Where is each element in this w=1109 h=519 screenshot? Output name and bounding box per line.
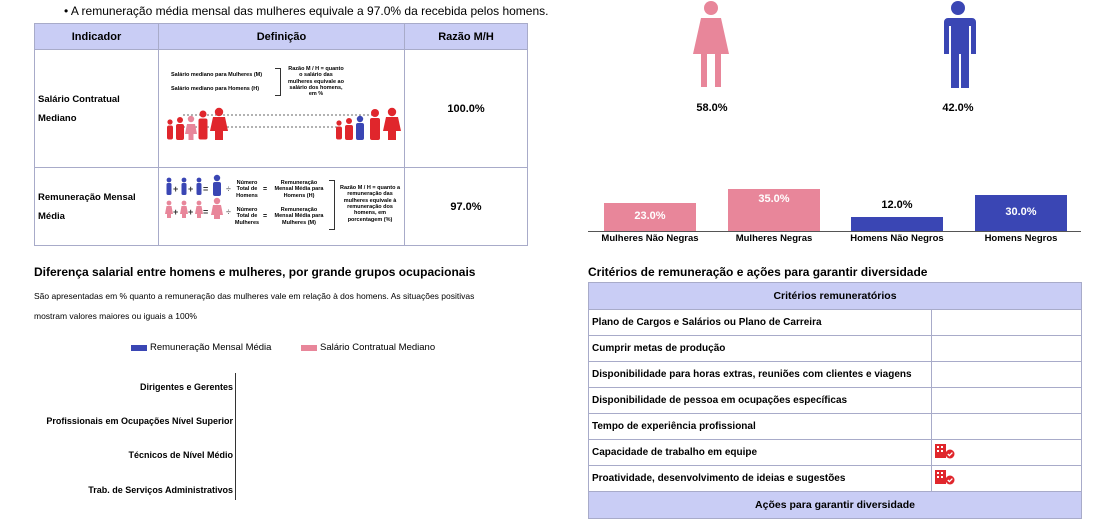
definition-salario [159, 50, 405, 168]
def-women-avg: Remuneração Mensal Média para Mulheres (M) [274, 207, 324, 226]
bar-value-label: 23.0% [634, 210, 666, 222]
intro-text: • A remuneração média mensal das mulheres equivale a 97.0% da recebida pelos homens. [64, 4, 549, 18]
male-icon [937, 1, 979, 89]
def-total-men: Número Total de Homens [236, 180, 258, 199]
criteria-label: Disponibilidade para horas extras, reuniões com clientes e viagens [589, 362, 932, 388]
criteria-row [589, 466, 1082, 492]
def-note-remuneracao: Razão M / H = quanto a remuneração das mulheres equivale à remuneração dos homens, em porcentagem (%) [339, 185, 401, 223]
diff-desc-line2: mostram valores maiores ou iguais a 100% [34, 311, 197, 321]
diff-title: Diferença salarial entre homens e mulheres, por grande grupos ocupacionais [34, 265, 476, 279]
row-label-remuneracao [35, 168, 159, 246]
svg-text:+: + [188, 207, 194, 217]
female-icon [689, 1, 733, 89]
occupation-label: Trab. de Serviços Administrativos [88, 485, 233, 495]
criteria-check-cell [932, 336, 1082, 362]
criteria-row [589, 310, 1082, 336]
building-check-icon [935, 469, 955, 485]
bar-value-label: 35.0% [758, 193, 790, 205]
value-remuneracao: 97.0% [405, 168, 528, 246]
bar-2 [851, 217, 943, 231]
criteria-label: Cumprir metas de produção [589, 336, 932, 362]
def-men-median: Salário mediano para Homens (H) [171, 86, 260, 92]
criteria-check-cell [932, 362, 1082, 388]
svg-text:=: = [203, 184, 209, 194]
chart-axis [588, 231, 1081, 232]
svg-text:+: + [188, 184, 194, 194]
criteria-header: Critérios remuneratórios [589, 283, 1082, 310]
row-label-salario: Salário Contratual Mediano [35, 50, 159, 168]
criteria-label: Proatividade, desenvolvimento de ideias e sugestões [589, 466, 932, 492]
svg-text:÷: ÷ [226, 184, 231, 194]
category-label: Homens Negros [984, 233, 1058, 244]
male-percentage: 42.0% [942, 102, 974, 114]
equals-sign: = [263, 213, 268, 220]
bar-value-label: 12.0% [881, 199, 913, 211]
diversity-actions-header: Ações para garantir diversidade [589, 492, 1082, 519]
row-label-remuneracao-line2: Média [38, 210, 65, 222]
def-total-women: Número Total de Mulheres [234, 207, 260, 226]
criteria-label: Disponibilidade de pessoa em ocupações específicas [589, 388, 932, 414]
criteria-label: Plano de Cargos e Salários ou Plano de Carreira [589, 310, 932, 336]
diff-desc-line1: São apresentadas em % quanto a remuneração das mulheres vale em relação à dos homens. As situações positivas [34, 291, 475, 301]
legend-label: Remuneração Mensal Média [150, 342, 272, 353]
female-percentage: 58.0% [696, 102, 728, 114]
building-check-icon [935, 443, 955, 459]
criteria-row [589, 362, 1082, 388]
category-label: Mulheres Não Negras [601, 233, 699, 244]
legend-label: Salário Contratual Mediano [320, 342, 436, 353]
indicator-table [34, 23, 528, 246]
salary-people-illustration [163, 106, 403, 164]
criteria-label: Capacidade de trabalho em equipe [589, 440, 932, 466]
occupation-label: Profissionais em Ocupações Nível Superior [46, 416, 233, 426]
criteria-check-cell [932, 466, 1082, 492]
criteria-check-cell [932, 388, 1082, 414]
def-men-avg: Remuneração Mensal Média para Homens (H) [274, 180, 324, 199]
criteria-label: Tempo de experiência profissional [589, 414, 932, 440]
criteria-check-cell [932, 440, 1082, 466]
legend-swatch [131, 345, 147, 351]
occupation-label: Técnicos de Nível Médio [128, 450, 233, 460]
col-header-definicao: Definição [159, 24, 405, 50]
value-salario: 100.0% [405, 50, 528, 168]
brace [329, 180, 335, 230]
occupation-label: Dirigentes e Gerentes [139, 382, 233, 392]
remuneration-people-illustration [163, 174, 233, 234]
svg-text:+: + [173, 207, 179, 217]
criteria-row [589, 414, 1082, 440]
category-label: Homens Não Negros [850, 233, 944, 244]
svg-text:=: = [203, 207, 209, 217]
criteria-title: Critérios de remuneração e ações para garantir diversidade [588, 265, 928, 279]
svg-text:+: + [173, 184, 179, 194]
col-header-indicador: Indicador [35, 24, 159, 50]
bar-value-label: 30.0% [1005, 206, 1037, 218]
criteria-row [589, 388, 1082, 414]
svg-text:÷: ÷ [226, 207, 231, 217]
def-women-median: Salário mediano para Mulheres (M) [171, 72, 263, 78]
criteria-row [589, 336, 1082, 362]
criteria-check-cell [932, 414, 1082, 440]
legend-swatch [301, 345, 317, 351]
brace [275, 68, 281, 96]
criteria-check-cell [932, 310, 1082, 336]
criteria-row [589, 440, 1082, 466]
def-note-salario: Razão M / H = quanto o salário das mulheres equivale ao salário dos homens, em % [288, 66, 344, 98]
definition-remuneracao [159, 168, 405, 246]
row-label-remuneracao-line1: Remuneração Mensal [38, 191, 136, 203]
criteria-table [588, 282, 1082, 519]
legend-item-remuneracao [131, 342, 271, 353]
occupation-axis [235, 373, 236, 500]
equals-sign: = [263, 186, 268, 193]
col-header-razao: Razão M/H [405, 24, 528, 50]
legend-item-salario [301, 342, 435, 353]
category-label: Mulheres Negras [735, 233, 813, 244]
